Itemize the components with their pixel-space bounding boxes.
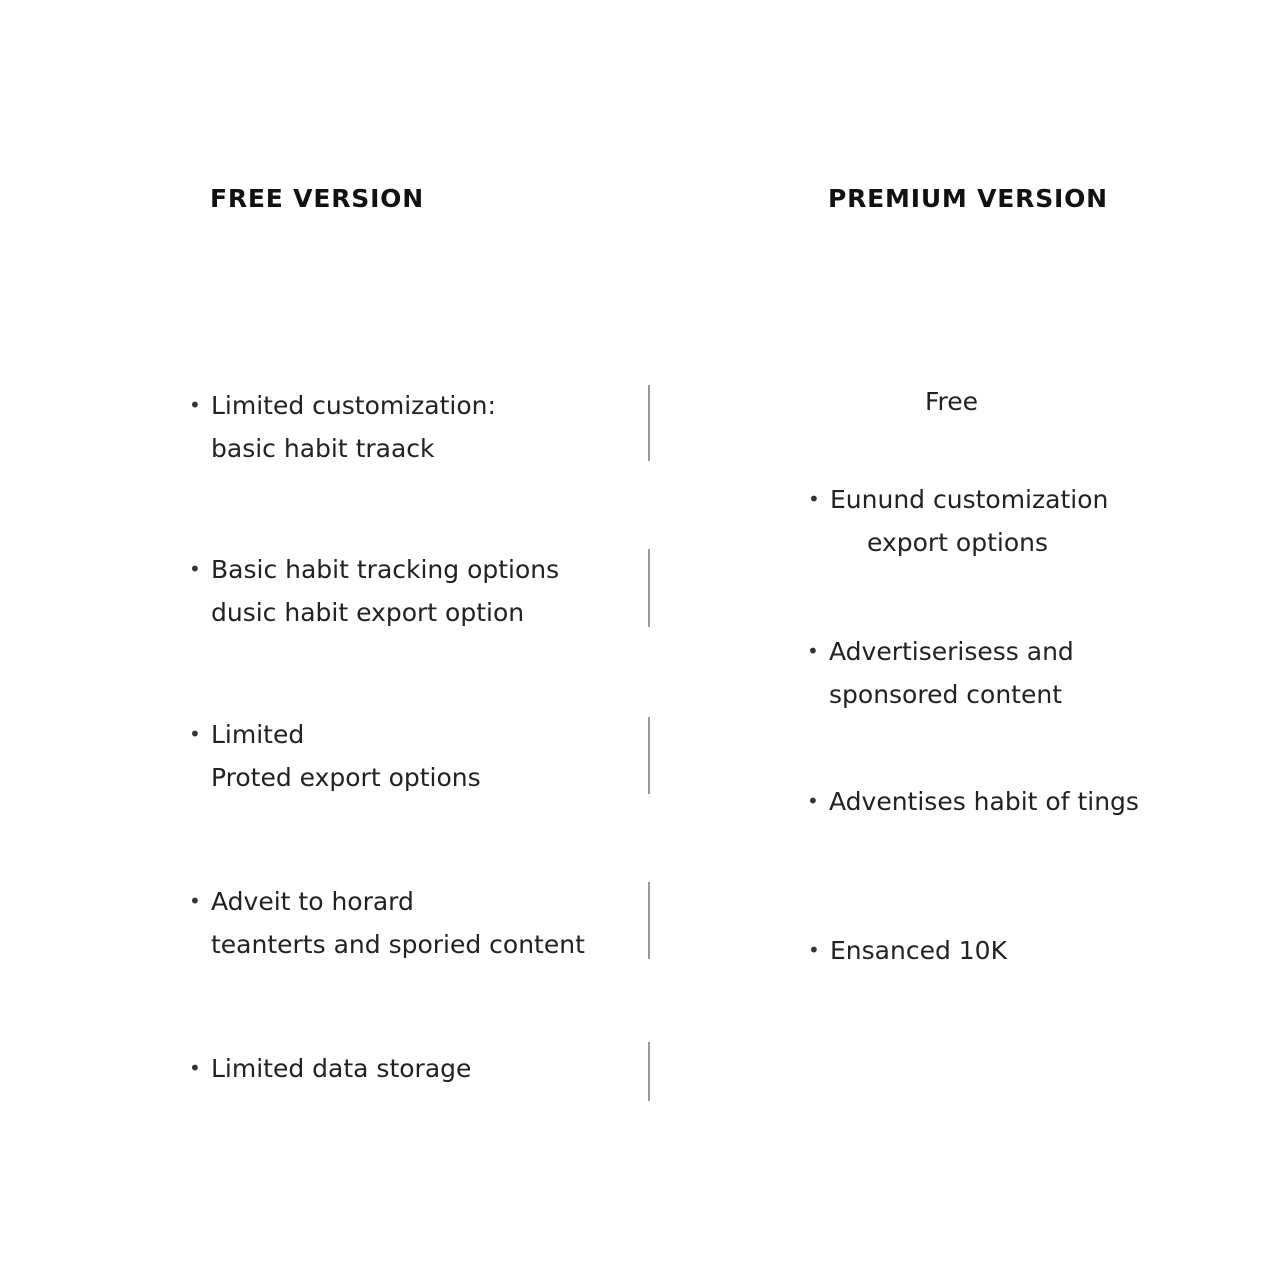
column-divider — [648, 385, 650, 461]
free-feature-item — [189, 880, 585, 966]
premium-feature-line: sponsored content — [829, 680, 1062, 709]
bullet-icon: • — [807, 789, 819, 813]
free-feature-line: basic habit traack — [211, 434, 435, 463]
free-feature-line: Adveit to horard — [211, 887, 414, 916]
free-feature-line: teanterts and sporied content — [211, 930, 585, 959]
free-feature-line: Limited — [211, 720, 305, 749]
premium-version-heading: PREMIUM VERSION — [828, 184, 1108, 213]
bullet-icon: • — [189, 557, 201, 581]
free-feature-item — [189, 384, 496, 470]
bullet-icon: • — [807, 639, 819, 663]
free-feature-line: Limited data storage — [211, 1054, 472, 1083]
premium-feature-item — [808, 478, 1109, 564]
premium-feature-line: export options — [867, 528, 1049, 557]
column-divider — [648, 1042, 650, 1101]
column-divider — [648, 882, 650, 959]
bullet-icon: • — [808, 938, 820, 962]
bullet-icon: • — [189, 1056, 201, 1080]
column-divider — [648, 549, 650, 627]
premium-feature-line: Ensanced 10K — [830, 936, 1007, 965]
free-feature-item — [189, 713, 481, 799]
premium-feature-item — [807, 630, 1074, 716]
premium-price-label: Free — [925, 387, 979, 416]
free-feature-line: dusic habit export option — [211, 598, 525, 627]
bullet-icon: • — [189, 722, 201, 746]
premium-feature-line: Adventises habit of tings — [829, 787, 1139, 816]
column-divider — [648, 717, 650, 794]
premium-feature-item — [807, 780, 1139, 823]
free-feature-item — [189, 1047, 472, 1090]
free-version-heading: FREE VERSION — [210, 184, 424, 213]
premium-feature-line: Eunund customization — [830, 485, 1109, 514]
premium-feature-item — [808, 929, 1007, 972]
bullet-icon: • — [189, 889, 201, 913]
free-feature-line: Basic habit tracking options — [211, 555, 560, 584]
bullet-icon: • — [189, 393, 201, 417]
free-feature-item — [189, 548, 560, 634]
free-feature-line: Proted export options — [211, 763, 481, 792]
free-feature-line: Limited customization: — [211, 391, 496, 420]
premium-feature-line: Advertiserisess and — [829, 637, 1074, 666]
bullet-icon: • — [808, 487, 820, 511]
